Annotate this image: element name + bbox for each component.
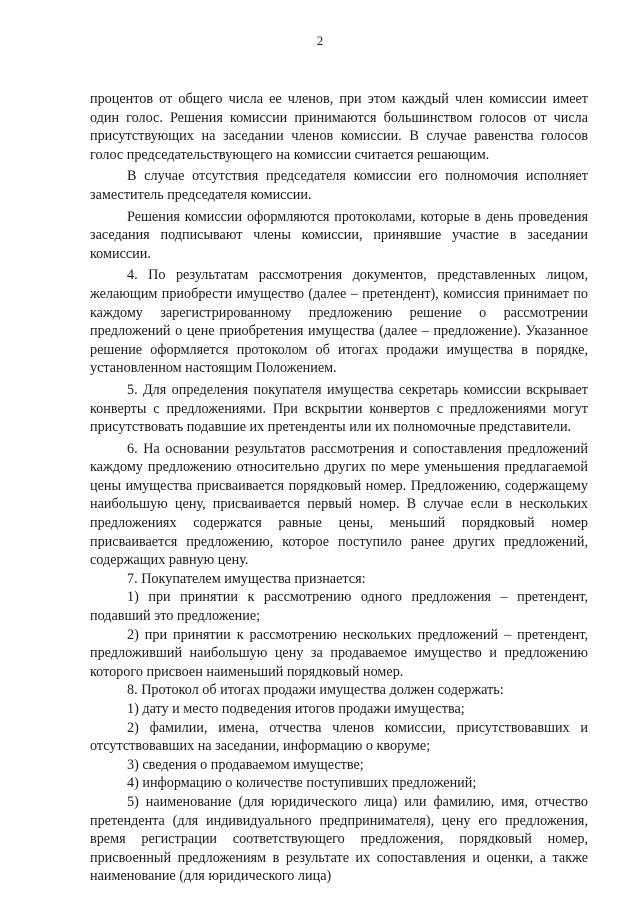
paragraph: 3) сведения о продаваемом имуществе; — [127, 756, 364, 773]
paragraph: 5. Для определения покупателя имущества секретарь комиссии вскрывает конверты с предложениями. При вскрытии конвертов с предложениями могут присутствовать подавшие их претенденты или их полномочные представители. — [90, 381, 588, 436]
document-body — [90, 90, 588, 886]
paragraph: 7. Покупателем имущества признается: — [127, 570, 366, 587]
paragraph: 1) при принятии к рассмотрению одного предложения – претендент, подавший это предложение; — [90, 589, 588, 625]
paragraph: 8. Протокол об итогах продажи имущества должен содержать: — [127, 682, 504, 699]
paragraph: 2) при принятии к рассмотрению нескольких предложений – претендент, предложивший наибольшую цену за продаваемое имущество и предложению которого присвоен наименьший порядковый номер. — [90, 626, 588, 680]
page-number: 2 — [316, 33, 324, 48]
paragraph: 2) фамилии, имена, отчества членов комиссии, присутствовавших и отсутствовавших на заседании, информацию о кворуме; — [90, 719, 588, 755]
paragraph: 6. На основании результатов рассмотрения и сопоставления предложений каждому предложению относительно других по мере уменьшения предлагаемой цены имущества присваивается порядковый номер. Предложению, содержащему наибольшую цену, присваивается первый номер. В случае если в нескольких предложениях содержатся равные цены, меньший порядковый номер присваивается предложению, которое поступило ранее других предложений, содержащих равную цену. — [90, 440, 588, 569]
paragraph: Решения комиссии оформляются протоколами, которые в день проведения заседания подписывают члены комиссии, принявшие участие в заседании комиссии. — [90, 208, 588, 262]
paragraph: 4. По результатам рассмотрения документов, представленных лицом, желающим приобрести имущество (далее – претендент), комиссия принимает по каждому зарегистрированному предложению решение о рассмотрении предложений о цене приобретения имущества (далее – предложение). Указанное решение оформляется протоколом об итогах продажи имущества в порядке, установленном настоящим Положением. — [90, 267, 588, 377]
paragraph: процентов от общего числа ее членов, при этом каждый член комиссии имеет один голос. Решения комиссии принимаются большинством голосов от числа присутствующих на заседании членов комиссии. В случае равенства голосов голос председательствующего на комиссии считается решающим. — [90, 91, 588, 163]
paragraph: 1) дату и место подведения итогов продажи имущества; — [127, 701, 465, 717]
paragraph: 5) наименование (для юридического лица) или фамилию, имя, отчество претендента (для индивидуального предпринимателя), цену его предложения, время регистрации соответствующего предложения, порядковый номер, присвоенный предложениям в результате их сопоставления и оценки, а также наименование (для юридического лица) — [90, 793, 588, 885]
paragraph: 4) информацию о количестве поступивших предложений; — [127, 775, 477, 792]
paragraph: В случае отсутствия председателя комиссии его полномочия исполняет заместитель председателя комиссии. — [90, 168, 588, 203]
